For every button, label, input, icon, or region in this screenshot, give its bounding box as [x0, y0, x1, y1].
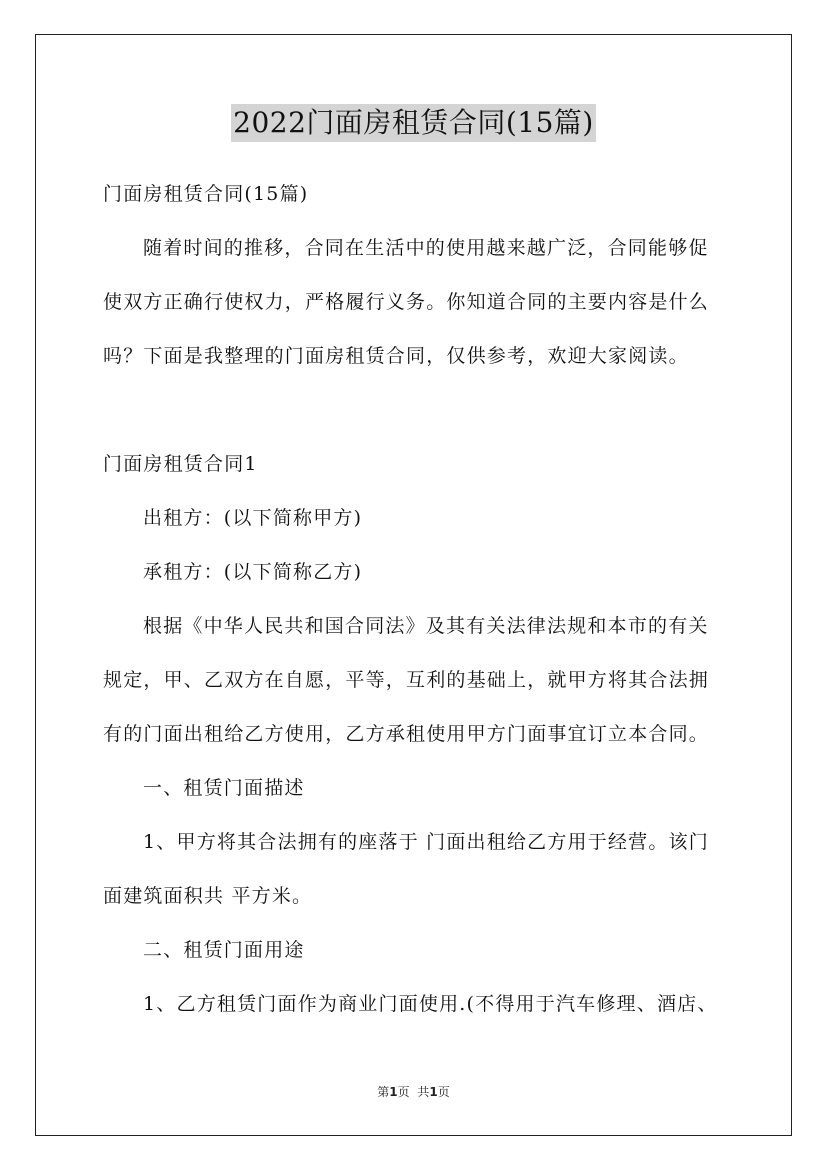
- footer-total-number: 1: [429, 1085, 438, 1099]
- intro-paragraph-line-1: 随着时间的推移，合同在生活中的使用越来越广泛，合同能够促: [143, 237, 709, 259]
- footer-total-prefix: 共: [417, 1085, 430, 1099]
- footer-page-prefix: 第: [377, 1085, 390, 1099]
- document-title: 2022门面房租赁合同(15篇): [231, 104, 596, 142]
- clause-1-item-1-line-2: 面建筑面积共 平方米。: [103, 885, 313, 907]
- basis-paragraph-line-2: 规定，甲、乙双方在自愿，平等，互利的基础上，就甲方将其合法拥: [103, 669, 710, 691]
- clause-1-item-1-line-1: 1、甲方将其合法拥有的座落于 门面出租给乙方用于经营。该门: [143, 831, 709, 853]
- footer-page-number: 1: [389, 1085, 398, 1099]
- lessor-line: 出租方：(以下简称甲方): [143, 507, 363, 529]
- intro-paragraph-line-2: 使双方正确行使权力，严格履行义务。你知道合同的主要内容是什么: [103, 291, 710, 313]
- clause-2-item-1-line-1: 1、乙方租赁门面作为商业门面使用.(不得用于汽车修理、酒店、: [143, 993, 718, 1015]
- footer-page-suffix: 页: [397, 1085, 410, 1099]
- footer-total-suffix: 页: [437, 1085, 450, 1099]
- clause-heading-1: 一、租赁门面描述: [143, 777, 305, 799]
- lessee-line: 承租方：(以下简称乙方): [143, 561, 363, 583]
- page-footer: [0, 1084, 827, 1100]
- intro-paragraph-line-3: 吗？下面是我整理的门面房租赁合同，仅供参考，欢迎大家阅读。: [103, 345, 689, 367]
- title-container: [0, 104, 827, 142]
- basis-paragraph-line-1: 根据《中华人民共和国合同法》及其有关法律法规和本市的有关: [143, 615, 709, 637]
- clause-heading-2: 二、租赁门面用途: [143, 939, 305, 961]
- section-heading-contract-1: 门面房租赁合同1: [103, 453, 258, 475]
- subtitle-line: 门面房租赁合同(15篇): [103, 183, 309, 205]
- basis-paragraph-line-3: 有的门面出租给乙方使用，乙方承租使用甲方门面事宜订立本合同。: [103, 723, 710, 745]
